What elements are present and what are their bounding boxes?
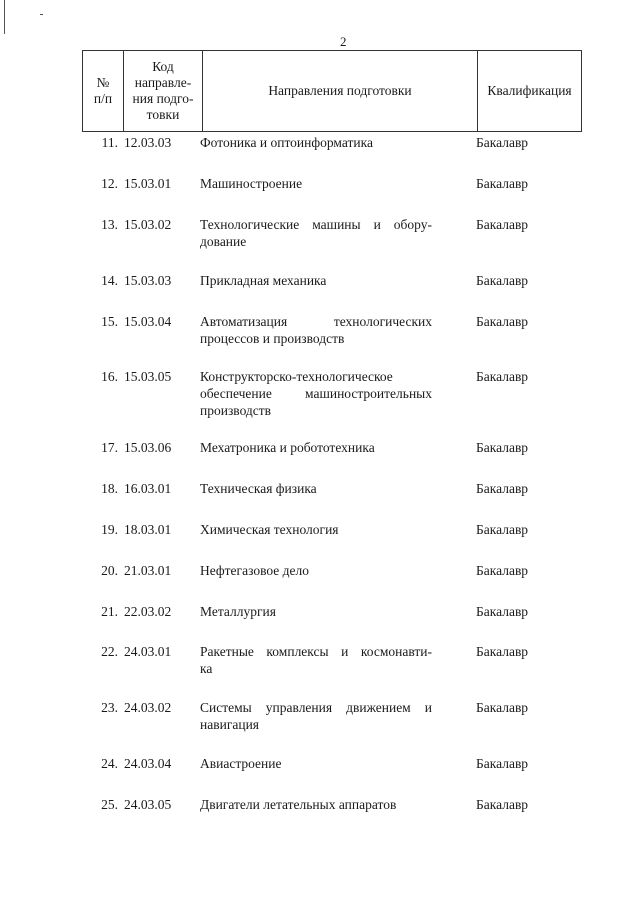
row-direction-line: навигация [200,717,260,732]
row-qualification: Бакалавр [476,273,529,288]
row-direction-line: ка [200,661,213,676]
header-code-line: направле- [134,75,192,90]
row-code: 18.03.01 [124,522,172,537]
header-code-line: товки [146,107,180,122]
row-direction [200,313,432,347]
row-direction-line: Прикладная механика [200,273,327,288]
row-qualification: Бакалавр [476,644,529,659]
row-direction-line: обеспечение машиностроительных [200,386,432,401]
row-code: 21.03.01 [124,563,172,578]
row-direction-line: Системы управления движением и [200,700,432,715]
row-direction-line: Авиастроение [200,756,282,771]
row-code: 24.03.04 [124,756,172,771]
row-qualification: Бакалавр [476,522,529,537]
row-code: 22.03.02 [124,604,172,619]
row-code: 24.03.01 [124,644,172,659]
header-code-line: Код [152,59,174,74]
row-qualification: Бакалавр [476,700,529,715]
row-direction-line: производств [200,403,272,418]
row-number: 17. [101,440,118,455]
row-direction [200,439,432,456]
header-qualification: Квалификация [478,51,582,132]
row-number: 19. [101,522,118,537]
row-qualification: Бакалавр [476,481,529,496]
header-code-line: ния подго- [132,91,194,106]
row-code: 24.03.02 [124,700,172,715]
row-number: 14. [101,273,118,288]
row-number: 13. [101,217,118,232]
row-qualification: Бакалавр [476,217,529,232]
row-code: 15.03.03 [124,273,172,288]
row-number: 21. [101,604,118,619]
row-number: 23. [101,700,118,715]
row-number: 15. [101,314,118,329]
row-qualification: Бакалавр [476,756,529,771]
row-qualification: Бакалавр [476,604,529,619]
page-number: 2 [340,34,347,49]
row-direction [200,480,432,497]
row-direction-line: Техническая физика [200,481,317,496]
row-code: 15.03.06 [124,440,172,455]
row-code: 15.03.04 [124,314,172,329]
row-code: 15.03.01 [124,176,172,191]
header-direction: Направления подготовки [203,51,478,132]
row-direction-line: Мехатроника и робототехника [200,440,375,455]
header-num-line: п/п [93,91,113,106]
row-direction-line: Металлургия [200,604,276,619]
scan-edge-mark [4,0,5,34]
row-direction-line: Автоматизация технологических [200,314,432,329]
row-direction-line: Ракетные комплексы и космонавти- [200,644,432,659]
row-direction [200,699,432,733]
row-direction-line: Технологические машины и обору- [200,217,432,232]
row-direction [200,755,432,772]
row-code: 12.03.03 [124,135,172,150]
row-number: 22. [101,644,118,659]
row-number: 11. [101,135,118,150]
row-number: 25. [101,797,118,812]
row-direction [200,796,432,813]
row-direction [200,643,432,677]
row-direction-line: дование [200,234,247,249]
row-qualification: Бакалавр [476,440,529,455]
row-number: 18. [101,481,118,496]
header-num-line: № [96,75,110,90]
row-direction [200,368,432,419]
row-direction-line: Конструкторско-технологическое [200,369,393,384]
row-code: 15.03.05 [124,369,172,384]
row-number: 24. [101,756,118,771]
row-number: 16. [101,369,118,384]
row-qualification: Бакалавр [476,369,529,384]
row-direction [200,562,432,579]
row-direction [200,175,432,192]
row-code: 15.03.02 [124,217,172,232]
row-direction [200,216,432,250]
row-direction-line: Нефтегазовое дело [200,563,309,578]
row-number: 12. [101,176,118,191]
row-code: 16.03.01 [124,481,172,496]
row-direction-line: процессов и производств [200,331,345,346]
row-direction-line: Двигатели летательных аппаратов [200,797,397,812]
row-direction [200,134,432,151]
header-code [124,51,203,132]
row-qualification: Бакалавр [476,797,529,812]
row-direction-line: Фотоника и оптоинформатика [200,135,373,150]
row-direction-line: Химическая технология [200,522,339,537]
row-qualification: Бакалавр [476,314,529,329]
row-qualification: Бакалавр [476,135,529,150]
row-number: 20. [101,563,118,578]
header-num [83,51,124,132]
row-direction [200,272,432,289]
row-qualification: Бакалавр [476,563,529,578]
row-direction [200,521,432,538]
row-direction [200,603,432,620]
row-qualification: Бакалавр [476,176,529,191]
table-header [82,50,582,132]
scan-dot [40,14,43,15]
row-code: 24.03.05 [124,797,172,812]
row-direction-line: Машиностроение [200,176,303,191]
